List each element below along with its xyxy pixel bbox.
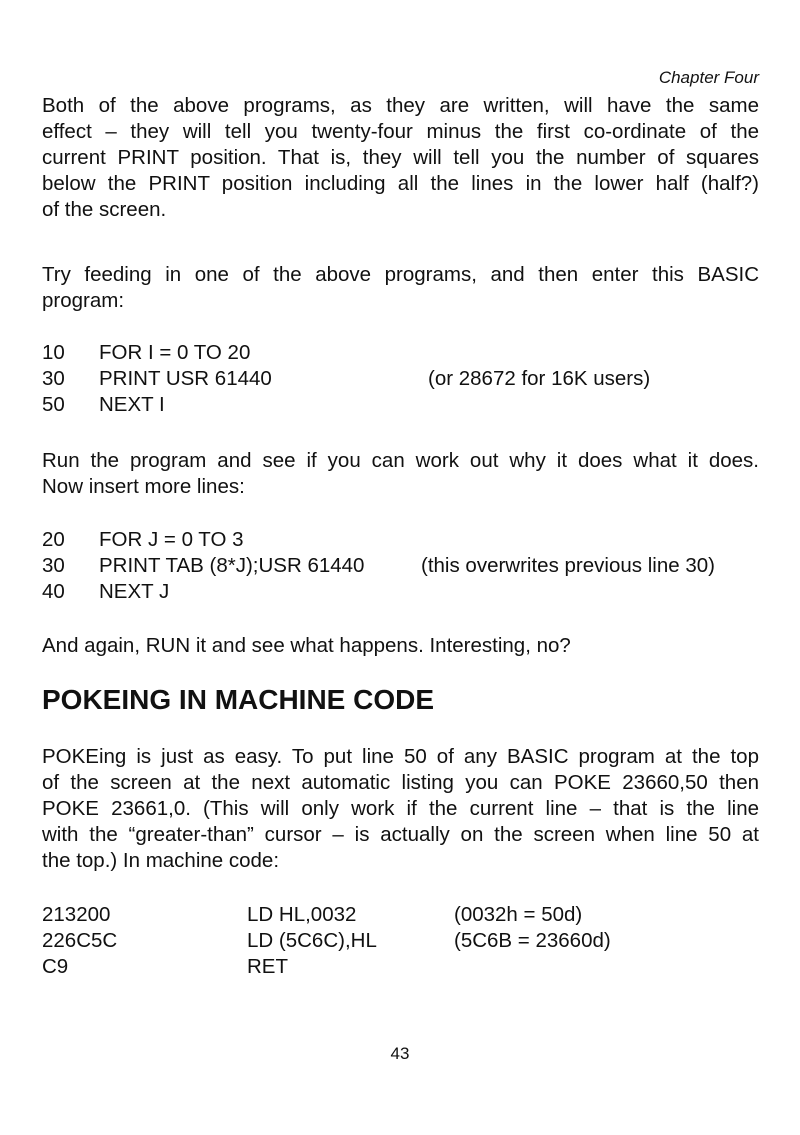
code-comment: (5C6B = 23660d) xyxy=(454,929,611,952)
page-number: 43 xyxy=(390,1044,410,1063)
line-number: 50 xyxy=(42,393,65,416)
line-number: 10 xyxy=(42,341,65,364)
text-line: of the screen. xyxy=(42,198,167,221)
code-comment: (this overwrites previous line 30) xyxy=(421,554,715,577)
text-line: of the screen at the next automatic listing you can POKE 23660,50 then xyxy=(42,771,759,794)
text-line: the top.) In machine code: xyxy=(42,849,280,872)
text-line: Run the program and see if you can work out why it does what it does. xyxy=(42,449,759,472)
code-statement: PRINT USR 61440 xyxy=(99,367,272,390)
text-line: effect – they will tell you twenty-four minus the first co-ordinate of the xyxy=(42,120,759,143)
section-heading: POKEING IN MACHINE CODE xyxy=(42,684,435,715)
text-line: Try feeding in one of the above programs, and then enter this BASIC xyxy=(42,263,759,286)
text-line: with the “greater-than” cursor – is actually on the screen when line 50 at xyxy=(42,823,759,846)
code-statement: PRINT TAB (8*J);USR 61440 xyxy=(99,554,365,577)
code-statement: NEXT I xyxy=(99,393,165,416)
code-statement: FOR I = 0 TO 20 xyxy=(99,341,251,364)
mnemonic: RET xyxy=(247,955,288,978)
text-line: current PRINT position. That is, they will tell you the number of squares xyxy=(42,146,759,169)
line-number: 30 xyxy=(42,367,65,390)
paragraph-5 xyxy=(42,744,759,874)
hex-bytes: C9 xyxy=(42,955,69,978)
running-head: Chapter Four xyxy=(658,68,759,87)
text-line: Both of the above programs, as they are written, will have the same xyxy=(42,94,759,117)
text-line: program: xyxy=(42,289,125,312)
line-number: 30 xyxy=(42,554,65,577)
paragraph-2 xyxy=(42,262,759,314)
paragraph-4 xyxy=(42,633,759,659)
text-line: Now insert more lines: xyxy=(42,475,245,498)
mnemonic: LD (5C6C),HL xyxy=(247,929,377,952)
hex-bytes: 226C5C xyxy=(42,929,118,952)
text-line: POKE 23661,0. (This will only work if the current line – that is the line xyxy=(42,797,759,820)
line-number: 40 xyxy=(42,580,65,603)
text-line: POKEing is just as easy. To put line 50 of any BASIC program at the top xyxy=(42,745,759,768)
code-statement: FOR J = 0 TO 3 xyxy=(99,528,244,551)
hex-bytes: 213200 xyxy=(42,903,111,926)
mnemonic: LD HL,0032 xyxy=(247,903,357,926)
paragraph-1 xyxy=(42,93,759,223)
code-comment: (or 28672 for 16K users) xyxy=(428,367,651,390)
line-number: 20 xyxy=(42,528,65,551)
paragraph-3 xyxy=(42,448,759,500)
code-comment: (0032h = 50d) xyxy=(454,903,583,926)
code-statement: NEXT J xyxy=(99,580,170,603)
text-line: below the PRINT position including all the lines in the lower half (half?) xyxy=(42,172,759,195)
text-line: And again, RUN it and see what happens. Interesting, no? xyxy=(42,634,571,657)
